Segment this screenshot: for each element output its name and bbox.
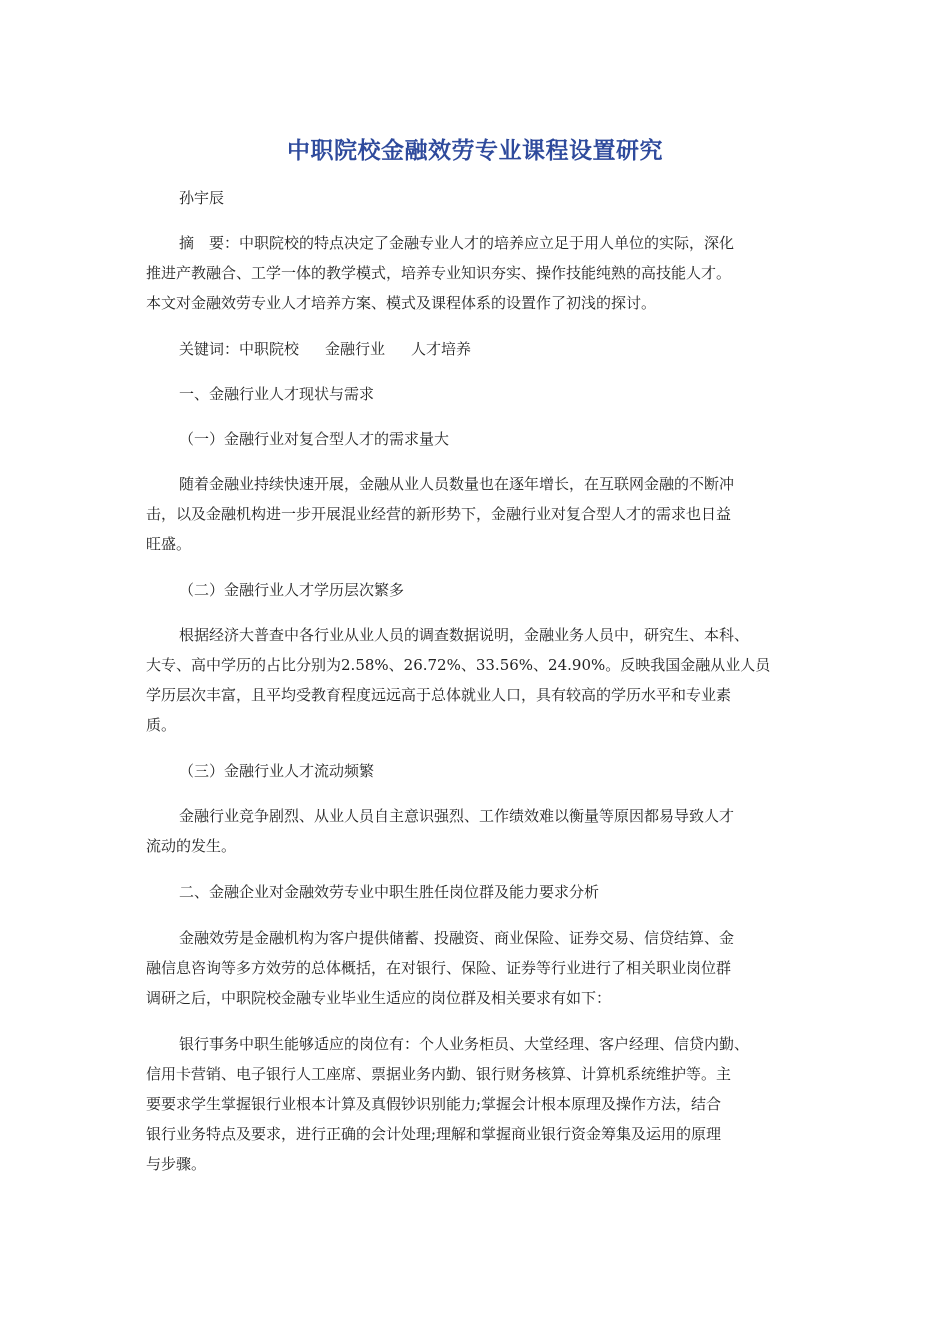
paragraph-line: 大专、高中学历的占比分别为2.58%、26.72%、33.56%、24.90%。反映我国金融从业人员 bbox=[146, 656, 771, 674]
paragraph-line: 调研之后，中职院校金融专业毕业生适应的岗位群及相关要求有如下： bbox=[146, 989, 612, 1007]
paragraph-line: 银行业务特点及要求，进行正确的会计处理;理解和掌握商业银行资金筹集及运用的原理 bbox=[146, 1125, 722, 1143]
section1-heading: 一、金融行业人才现状与需求 bbox=[179, 385, 375, 403]
paragraph-line: 金融效劳是金融机构为客户提供储蓄、投融资、商业保险、证券交易、信贷结算、金 bbox=[179, 929, 735, 947]
paragraph-line: 要要求学生掌握银行业根本计算及真假钞识别能力;掌握会计根本原理及操作方法，结合 bbox=[146, 1095, 722, 1113]
subsection-heading bbox=[146, 575, 812, 605]
paragraph-line: 质。 bbox=[146, 716, 177, 734]
paragraph bbox=[146, 923, 812, 1013]
paragraph-line: 随着金融业持续快速开展，金融从业人员数量也在逐年增长，在互联网金融的不断冲 bbox=[179, 475, 735, 493]
paragraph-line: 学历层次丰富，且平均受教育程度远远高于总体就业人口，具有较高的学历水平和专业素 bbox=[146, 686, 732, 704]
paragraph-line: 根据经济大普查中各行业从业人员的调查数据说明，金融业务人员中，研究生、本科、 bbox=[179, 626, 750, 644]
paragraph-line: 信用卡营销、电子银行人工座席、票据业务内勤、银行财务核算、计算机系统维护等。主 bbox=[146, 1065, 732, 1083]
keywords-label: 关键词： bbox=[179, 340, 240, 358]
section2-heading: 二、金融企业对金融效劳专业中职生胜任岗位群及能力要求分析 bbox=[179, 883, 600, 901]
paragraph-line: 银行事务中职生能够适应的岗位有：个人业务柜员、大堂经理、客户经理、信贷内勤、 bbox=[179, 1035, 750, 1053]
paragraph bbox=[146, 620, 812, 740]
paragraph-line: 融信息咨询等多方效劳的总体概括，在对银行、保险、证券等行业进行了相关职业岗位群 bbox=[146, 959, 732, 977]
paragraph-line: 击，以及金融机构进一步开展混业经营的新形势下，金融行业对复合型人才的需求也日益 bbox=[146, 505, 732, 523]
abstract-line: 推进产教融合、工学一体的教学模式，培养专业知识夯实、操作技能纯熟的高技能人才。 bbox=[146, 264, 732, 282]
document-title: 中职院校金融效劳专业课程设置研究 bbox=[287, 138, 663, 164]
paragraph bbox=[146, 1029, 812, 1179]
paragraph-line: 流动的发生。 bbox=[146, 837, 237, 855]
abstract-line: 本文对金融效劳专业人才培养方案、模式及课程体系的设置作了初浅的探讨。 bbox=[146, 294, 657, 312]
paragraph-line: 与步骤。 bbox=[146, 1155, 207, 1173]
keyword: 金融行业 bbox=[325, 340, 386, 358]
sub2-heading: （二）金融行业人才学历层次繁多 bbox=[179, 581, 405, 599]
author-name: 孙宇辰 bbox=[179, 189, 225, 207]
sub3-heading: （三）金融行业人才流动频繁 bbox=[179, 762, 375, 780]
paragraph bbox=[146, 469, 812, 559]
paragraph bbox=[146, 801, 812, 861]
sub1-heading: （一）金融行业对复合型人才的需求量大 bbox=[179, 430, 450, 448]
keyword: 中职院校 bbox=[239, 340, 300, 358]
keyword: 人才培养 bbox=[411, 340, 472, 358]
subsection-heading bbox=[146, 756, 812, 786]
subsection-heading bbox=[146, 424, 812, 454]
abstract-line: 摘 要：中职院校的特点决定了金融专业人才的培养应立足于用人单位的实际，深化 bbox=[179, 234, 735, 252]
section-heading bbox=[146, 379, 812, 409]
section-heading bbox=[146, 877, 812, 907]
keywords bbox=[146, 334, 812, 364]
paragraph-line: 金融行业竞争剧烈、从业人员自主意识强烈、工作绩效难以衡量等原因都易导致人才 bbox=[179, 807, 735, 825]
paragraph-line: 旺盛。 bbox=[146, 535, 192, 553]
author bbox=[146, 183, 812, 213]
abstract bbox=[146, 228, 812, 318]
